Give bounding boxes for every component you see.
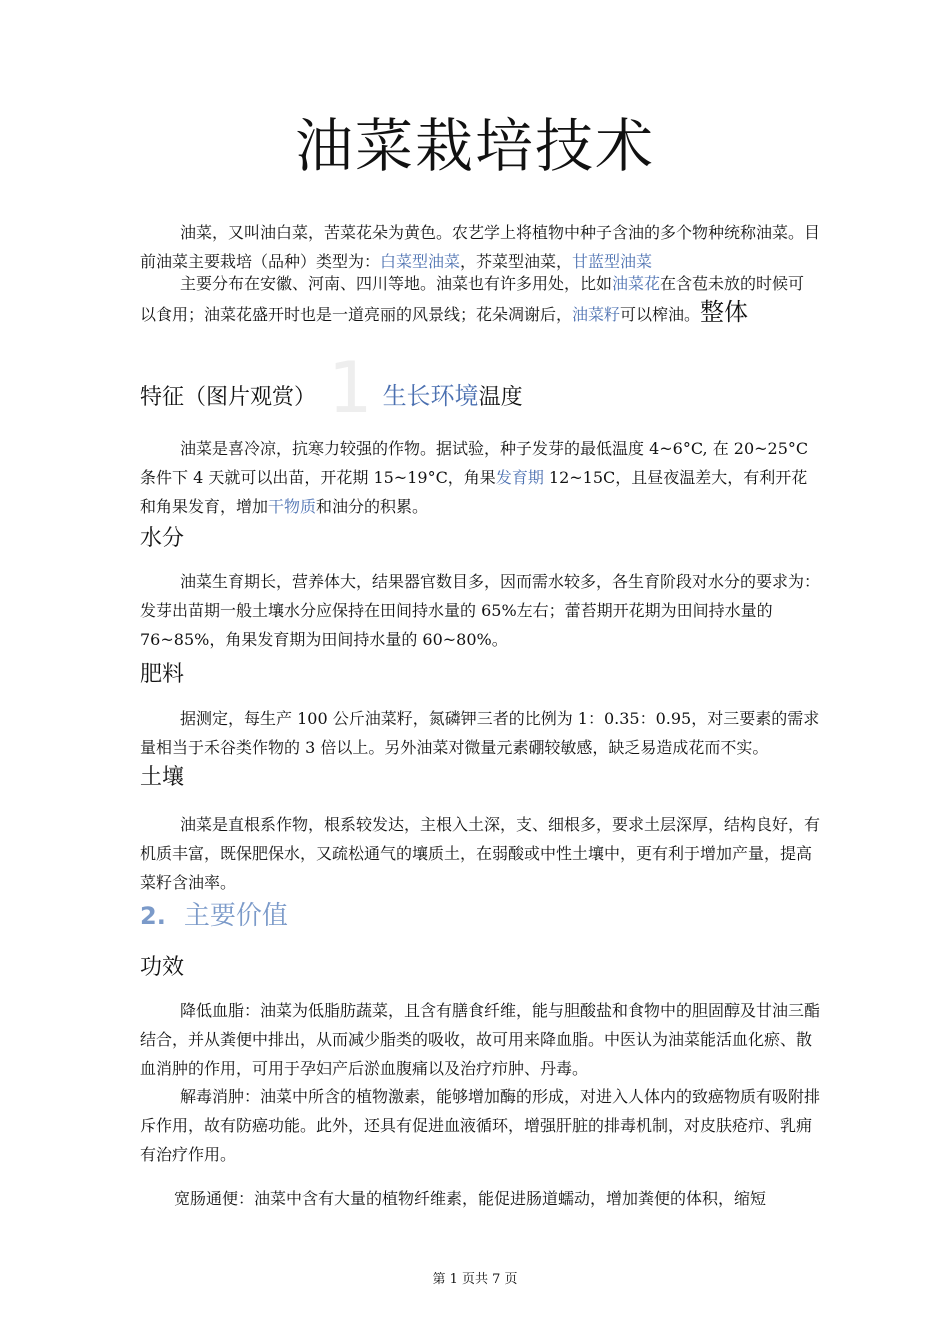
intro-paragraph-1 [140,218,820,276]
efficacy-paragraph-3: 宽肠通便：油菜中含有大量的植物纤维素，能促进肠道蠕动，增加粪便的体积，缩短 [174,1189,767,1208]
link-development-period[interactable]: 发育期 [495,468,544,487]
intro-text: 在含苞未放的时候可以食用；油菜花盛开时也是一道亮丽的风景线；花朵凋谢后， [140,274,805,324]
section-number-2: 2. [140,902,166,930]
heading-temperature: 温度 [478,385,523,410]
link-rapeseed[interactable]: 油菜籽 [572,305,621,324]
fertilizer-paragraph: 据测定，每生产 100 公斤油菜籽，氮磷钾三者的比例为 1：0.35：0.95，对三要素的需求量相当于禾谷类作物的 3 倍以上。另外油菜对微量元素硼较敏感，缺乏易造成花而不实。 [140,709,820,757]
intro-text: 油菜，又叫油白菜，苦菜花朵为黄色。农艺学上将植物中种子含油的多个物种统称油菜。目前油菜主要栽培（品种）类型为： [140,223,821,271]
heading-soil: 土壤 [140,765,185,790]
temperature-text: 12~15C，且昼夜温差大，有利开花和角果发育，增加 [140,468,808,516]
temperature-text: 油菜是喜冷凉，抗寒力较强的作物。据试验，种子发芽的最低温度 4~6°C, 在 20~25°C 条件下 4 天就可以出苗，开花期 15~19°C，角果 [140,439,809,487]
water-paragraph: 油菜生育期长，营养体大，结果器官数目多，因而需水较多，各生育阶段对水分的要求为：发芽出苗期一般土壤水分应保持在田间持水量的 65%左右；蕾苔期开花期为田间持水量的 76~85%，角果发育期为田间持水量的 60~80%。 [140,572,821,649]
heading-fragment: 整体 [700,298,749,326]
heading-features: 特征（图片观赏） [140,385,317,410]
intro-text: 主要分布在安徽、河南、四川等地。油菜也有许多用处，比如 [180,274,613,293]
link-dry-matter[interactable]: 干物质 [268,497,317,516]
page-title: 油菜栽培技术 [294,112,655,180]
heading-water: 水分 [140,526,185,551]
section-2-heading [140,898,288,934]
temperature-paragraph [140,434,820,521]
heading-efficacy: 功效 [140,955,185,980]
link-rape-flower[interactable]: 油菜花 [612,274,661,293]
heading-fertilizer: 肥料 [140,662,185,687]
heading-growth-environment[interactable]: 生长环境 [382,382,479,410]
efficacy-paragraph-2: 解毒消肿：油菜中所含的植物激素，能够增加酶的形成，对进入人体内的致癌物质有吸附排斥作用，故有防癌功能。此外，还具有促进血液循环，增强肝脏的排毒机制，对皮肤疮疖、乳痈有治疗作用。 [140,1087,821,1164]
link-baicai-rape[interactable]: 白菜型油菜 [380,252,461,271]
soil-paragraph: 油菜是直根系作物，根系较发达，主根入土深，支、细根多，要求土层深厚，结构良好，有机质丰富，既保肥保水，又疏松通气的壤质土，在弱酸或中性土壤中，更有利于增加产量，提高菜籽含油率。 [140,815,821,892]
link-ganlan-rape[interactable]: 甘蓝型油菜 [572,252,653,271]
efficacy-paragraph-1: 降低血脂：油菜为低脂肪蔬菜，且含有膳食纤维，能与胆酸盐和食物中的胆固醇及甘油三酯结合，并从粪便中排出，从而减少脂类的吸收，故可用来降血脂。中医认为油菜能活血化瘀、散血消肿的作用，可用于孕妇产后淤血腹痛以及治疗疖肿、丹毒。 [140,1001,821,1078]
section-number-1: 1 [328,347,373,429]
heading-features-environment [140,347,523,429]
page-footer: 第 1 页共 7 页 [432,1272,518,1287]
heading-main-value: 主要价值 [183,901,288,931]
intro-paragraph-2 [140,269,820,329]
intro-text: 可以榨油。 [620,305,701,324]
intro-text: ，芥菜型油菜， [460,252,573,271]
temperature-text: 和油分的积累。 [316,497,429,516]
